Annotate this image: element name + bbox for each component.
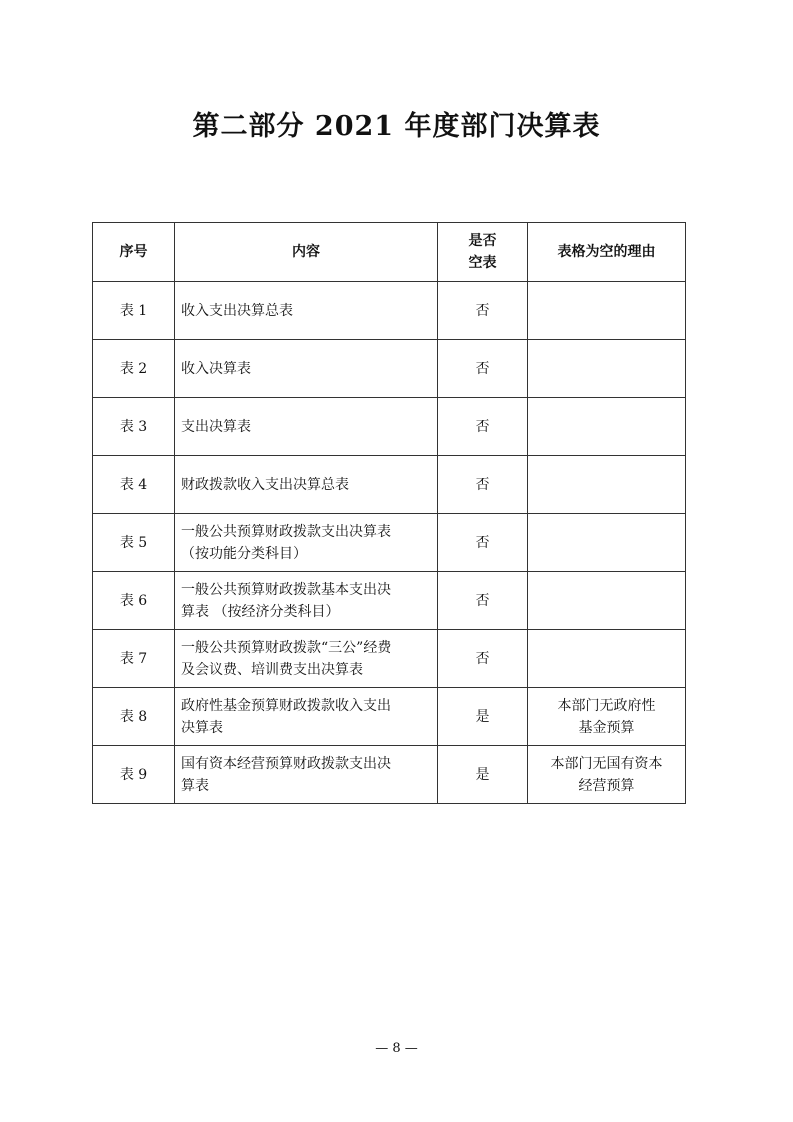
cell-reason <box>528 398 686 456</box>
cell-reason <box>528 514 686 572</box>
header-seq: 序号 <box>93 223 175 282</box>
table-catalog <box>92 222 686 804</box>
cell-seq: 表 1 <box>93 282 175 340</box>
cell-seq: 表 8 <box>93 688 175 746</box>
cell-seq: 表 7 <box>93 630 175 688</box>
cell-content: 政府性基金预算财政拨款收入支出 决算表 <box>175 688 438 746</box>
page-title: 第二部分 2021 年度部门决算表 <box>192 111 601 142</box>
cell-seq: 表 2 <box>93 340 175 398</box>
cell-content: 收入决算表 <box>175 340 438 398</box>
cell-empty: 否 <box>438 340 528 398</box>
header-reason: 表格为空的理由 <box>528 223 686 282</box>
cell-empty: 否 <box>438 630 528 688</box>
cell-reason <box>528 340 686 398</box>
table-body <box>93 282 686 804</box>
cell-empty: 否 <box>438 282 528 340</box>
cell-content: 财政拨款收入支出决算总表 <box>175 456 438 514</box>
page-number: — 8 — <box>375 1041 418 1056</box>
header-content: 内容 <box>175 223 438 282</box>
cell-content: 支出决算表 <box>175 398 438 456</box>
table-row <box>93 398 686 456</box>
cell-reason <box>528 456 686 514</box>
cell-content: 收入支出决算总表 <box>175 282 438 340</box>
header-empty: 是否 空表 <box>438 223 528 282</box>
table-row <box>93 340 686 398</box>
cell-seq: 表 9 <box>93 746 175 804</box>
cell-empty: 是 <box>438 688 528 746</box>
cell-empty: 否 <box>438 456 528 514</box>
cell-reason: 本部门无政府性 基金预算 <box>528 688 686 746</box>
cell-empty: 否 <box>438 398 528 456</box>
cell-content: 一般公共预算财政拨款“三公”经费 及会议费、培训费支出决算表 <box>175 630 438 688</box>
cell-seq: 表 3 <box>93 398 175 456</box>
cell-seq: 表 4 <box>93 456 175 514</box>
cell-seq: 表 5 <box>93 514 175 572</box>
cell-reason: 本部门无国有资本 经营预算 <box>528 746 686 804</box>
cell-reason <box>528 572 686 630</box>
table-row <box>93 630 686 688</box>
table-row <box>93 456 686 514</box>
cell-empty: 否 <box>438 514 528 572</box>
cell-content: 国有资本经营预算财政拨款支出决 算表 <box>175 746 438 804</box>
cell-content: 一般公共预算财政拨款基本支出决 算表 （按经济分类科目） <box>175 572 438 630</box>
table-row <box>93 746 686 804</box>
cell-empty: 是 <box>438 746 528 804</box>
table-row <box>93 688 686 746</box>
table-header-row <box>93 223 686 282</box>
table-row <box>93 282 686 340</box>
cell-empty: 否 <box>438 572 528 630</box>
cell-reason <box>528 630 686 688</box>
table-row <box>93 514 686 572</box>
cell-content: 一般公共预算财政拨款支出决算表 （按功能分类科目） <box>175 514 438 572</box>
cell-seq: 表 6 <box>93 572 175 630</box>
table-row <box>93 572 686 630</box>
cell-reason <box>528 282 686 340</box>
